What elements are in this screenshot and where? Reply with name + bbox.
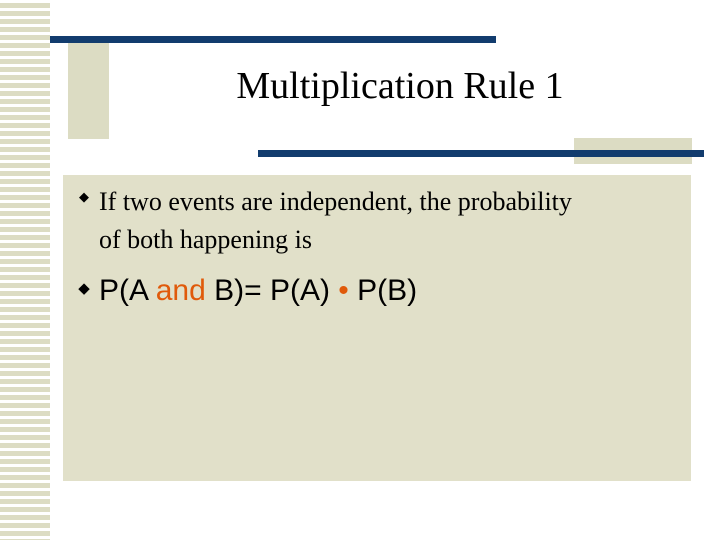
content-panel — [63, 175, 691, 481]
formula-part-pa: P(A — [99, 274, 156, 307]
bullet-text — [99, 183, 689, 259]
formula-text — [99, 271, 417, 311]
diamond-bullet-icon: ◆ — [78, 281, 90, 297]
decorative-stripe-border — [0, 0, 50, 540]
divider-rule-line — [258, 150, 704, 157]
title-rule-line — [50, 36, 496, 43]
title-accent-block — [68, 36, 109, 139]
formula-multiply-dot: • — [338, 274, 349, 307]
slide-title: Multiplication Rule 1 — [236, 65, 564, 107]
bullet-line-2: of both happening is — [99, 225, 313, 254]
diamond-bullet-icon: ◆ — [79, 189, 89, 204]
formula-part-middle: B)= P(A) — [205, 274, 339, 307]
bullet-line-1: If two events are independent, the probability — [99, 187, 572, 216]
formula-and-word: and — [155, 274, 206, 307]
formula-part-pb: P(B) — [348, 274, 418, 307]
